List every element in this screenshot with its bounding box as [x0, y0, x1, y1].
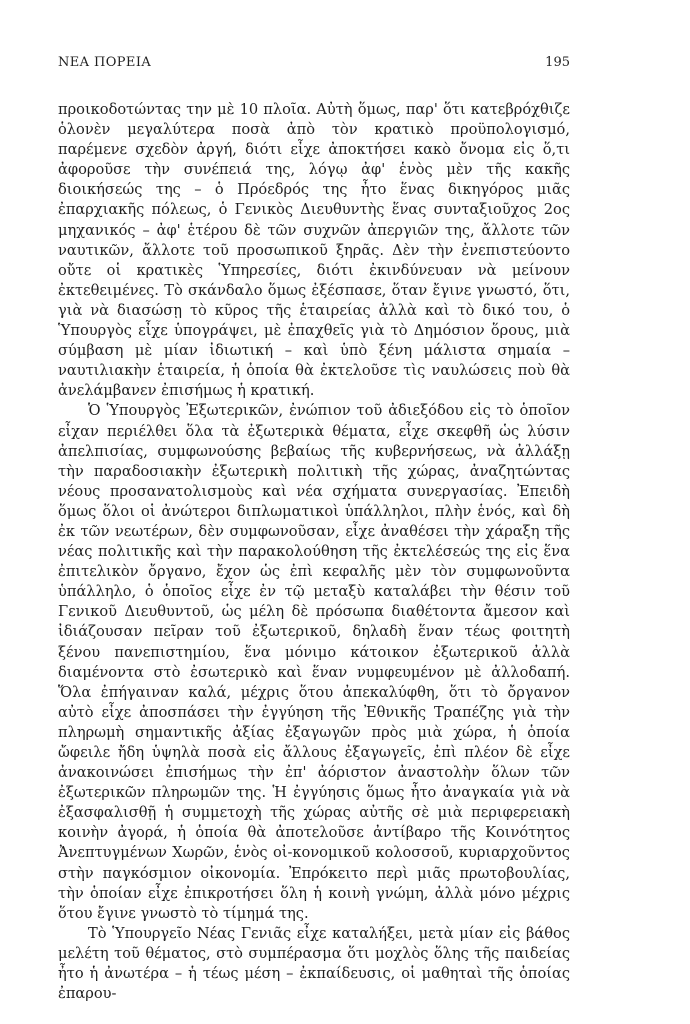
page-header	[58, 55, 570, 73]
paragraph-3: Τὸ Ὑπουργεῖο Νέας Γενιᾶς εἶχε καταλήξει, μετὰ μίαν εἰς βάθος μελέτη τοῦ θέματος, στὸ συμπέρασμα ὅτι μοχλὸς ὅλης τῆς παιδείας ἦτο ἡ ἀνωτέρα – ἡ τέως μέση – ἐκπαίδευσις, οἱ μαθηταὶ τῆς ὁποίας ἐπαρου-	[58, 924, 570, 1003]
body-text	[58, 100, 570, 1004]
paragraph-2: Ὁ Ὑπουργὸς Ἐξωτερικῶν, ἐνώπιον τοῦ ἀδιεξόδου εἰς τὸ ὁποῖον εἶχαν περιέλθει ὅλα τὰ ἐξωτερικὰ θέματα, εἶχε σκεφθῆ ὡς λύσιν ἀπελπισίας, συμφωνούσης βεβαίως τῆς κυβερνήσεως, νὰ ἀλλάξῃ τὴν παραδοσιακὴν ἐξωτερικὴ πολιτικὴ τῆς χώρας, ἀναζητώντας νέους προσανατολισμοὺς καὶ νέα σχήματα συνεργασίας. Ἐπειδὴ ὅμως ὅλοι οἱ ἀνώτεροι διπλωματικοὶ ὑπάλληλοι, πλὴν ἑνός, καὶ δὴ ἐκ τῶν νεωτέρων, δὲν συμφωνοῦσαν, εἶχε ἀναθέσει τὴν χάραξη τῆς νέας πολιτικῆς καὶ τὴν παρακολούθηση τῆς ἐκτελέσεώς της εἰς ἕνα ἐπιτελικὸν ὄργανο, ἔχον ὡς ἐπὶ κεφαλῆς μὲν τὸν συμφωνοῦντα ὑπάλληλο, ὁ ὁποῖος εἶχε ἐν τῷ μεταξὺ καταλάβει τὴν θέσιν τοῦ Γενικοῦ Διευθυντοῦ, ὡς μέλη δὲ πρόσωπα διαθέτοντα ἄμεσον καὶ ἰδιάζουσαν πεῖραν τοῦ ἐξωτερικοῦ, δηλαδὴ ἕναν τέως φοιτητὴ ξένου πανεπιστημίου, ἕνα μόνιμο κάτοικον ἐξωτερικοῦ ἀλλὰ διαμένοντα στὸ ἐσωτερικὸ καὶ ἕναν νυμφευμένον μὲ ἀλλοδαπή. Ὅλα ἐπήγαιναν καλά, μέχρις ὅτου ἀπεκαλύφθη, ὅτι τὸ ὄργανον αὐτὸ εἶχε ἀποσπάσει τὴν ἐγγύηση τῆς Ἐθνικῆς Τραπέζης γιὰ τὴν πληρωμὴ σημαντικῆς ἀξίας ἐξαγωγῶν πρὸς μιὰ χώρα, ἡ ὁποία ὤφειλε ἤδη ὑψηλὰ ποσὰ εἰς ἄλλους ἐξαγωγεῖς, ἐπὶ πλέον δὲ εἶχε ἀνακοινώσει ἐπισήμως τὴν ἐπ' ἀόριστον ἀναστολὴν ὅλων τῶν ἐξωτερικῶν πληρωμῶν της. Ἡ ἐγγύησις ὅμως ἦτο ἀναγκαία γιὰ νὰ ἐξασφαλισθῇ ἡ συμμετοχὴ τῆς χώρας αὐτῆς σὲ μιὰ περιφερειακὴ κοινὴν ἀγορά, ἡ ὁποία θὰ ἀποτελοῦσε ἀντίβαρο τῆς Κοινότητος Ἀνεπτυγμένων Χωρῶν, ἑνὸς οἰ-κονομικοῦ κολοσσοῦ, κυριαρχοῦντος στὴν παγκόσμιον οἰκονομία. Ἐπρόκειτο περὶ μιᾶς πρωτοβουλίας, τὴν ὁποίαν εἶχε ἐπικροτήσει ὅλη ἡ κοινὴ γνώμη, ἀλλὰ μόνο μέχρις ὅτου ἔγινε γνωστὸ τὸ τίμημά της.	[58, 402, 570, 922]
running-title: ΝΕΑ ΠΟΡΕΙΑ	[58, 55, 152, 70]
page-number: 195	[545, 55, 570, 70]
paragraph-1: προικοδοτώντας την μὲ 10 πλοῖα. Αὐτὴ ὅμως, παρ' ὅτι κατεβρόχθιζε ὁλονὲν μεγαλύτερα ποσὰ ἀπὸ τὸν κρατικὸ προϋπολογισμό, παρέμενε σχεδὸν ἀργή, διότι εἶχε ἀποκτήσει κακὸ ὄνομα εἰς ὅ,τι ἀφοροῦσε τὴν συνέπειά της, λόγῳ ἀφ' ἑνὸς μὲν τῆς κακῆς διοικήσεώς της – ὁ Πρόεδρός της ἦτο ἕνας δικηγόρος μιᾶς ἐπαρχιακῆς πόλεως, ὁ Γενικὸς Διευθυντὴς ἕνας συνταξιοῦχος 2ος μηχανικός – ἀφ' ἑτέρου δὲ τῶν συχνῶν ἀπεργιῶν της, ἄλλοτε τῶν ναυτικῶν, ἄλλοτε τοῦ προσωπικοῦ ξηρᾶς. Δὲν τὴν ἐνεπιστεύοντο οὔτε οἱ κρατικὲς Ὑπηρεσίες, διότι ἐκινδύνευαν νὰ μείνουν ἐκτεθειμένες. Τὸ σκάνδαλο ὅμως ἐξέσπασε, ὅταν ἔγινε γνωστό, ὅτι, γιὰ νὰ διασώσῃ τὸ κῦρος τῆς ἑταιρείας ἀλλὰ καὶ τὸ δικό του, ὁ Ὑπουργὸς εἶχε ὑπογράψει, μὲ ἐπαχθεῖς γιὰ τὸ Δημόσιον ὅρους, μιὰ σύμβαση μὲ μίαν ἰδιωτική – καὶ ὑπὸ ξένη μάλιστα σημαία – ναυτιλιακὴν ἑταιρεία, ἡ ὁποία θὰ ἐκτελοῦσε τὶς ναυλώσεις ποὺ θὰ ἀνελάμβανεν ἐπισήμως ἡ κρατική.	[58, 101, 570, 400]
